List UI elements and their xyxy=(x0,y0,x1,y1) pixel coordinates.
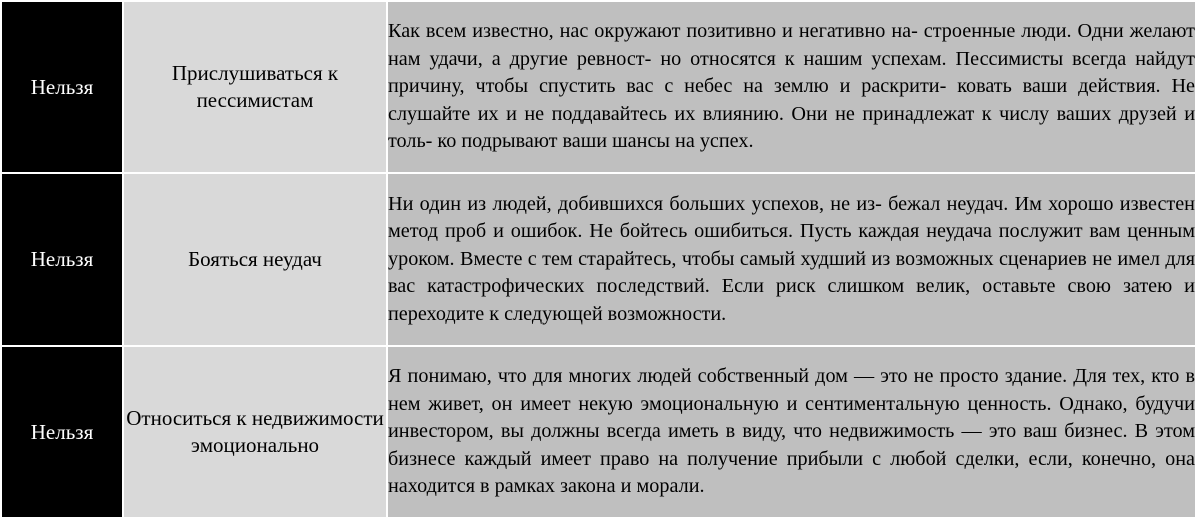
table-row xyxy=(1,346,1196,518)
description-cell: Ни один из людей, добившихся больших успехов, не из- бежал неудач. Им хорошо известен метод проб и ошибок. Не бойтесь ошибиться. Пусть каждая неудача послужит вам ценным уроком. Вместе с тем старайтесь, чтобы самый худший из возможных сценариев не имел для вас катастрофических последствий. Если риск слишком велик, оставьте свою затею и переходите к следующей возможности. xyxy=(387,173,1196,346)
table-row xyxy=(1,173,1196,346)
topic-text: Относиться к недвижимости эмоционально xyxy=(126,406,384,457)
topic-cell xyxy=(123,173,387,346)
verdict-cell: Нельзя xyxy=(1,173,123,346)
topic-cell xyxy=(123,1,387,173)
table-row xyxy=(1,1,1196,173)
topic-text: Бояться неудач xyxy=(188,247,322,271)
topic-text: Прислушиваться к пессимистам xyxy=(171,61,339,112)
verdict-cell: Нельзя xyxy=(1,346,123,518)
description-cell: Я понимаю, что для многих людей собственный дом — это не просто здание. Для тех, кто в нем живет, он имеет некую эмоциональную и сентиментальную ценность. Однако, будучи инвестором, вы должны всегда иметь в виду, что недвижимость — это ваш бизнес. В этом бизнесе каждый имеет право на получение прибыли с любой сделки, если, конечно, она находится в рамках закона и морали. xyxy=(387,346,1196,518)
description-cell: Как всем известно, нас окружают позитивно и негативно на- строенные люди. Одни желают нам удачи, а другие ревност- но относятся к нашим успехам. Пессимисты всегда найдут причину, чтобы спустить вас с небес на землю и раскрити- ковать ваши действия. Не слушайте их и не поддавайтесь их влиянию. Они не принадлежат к числу ваших друзей и толь- ко подрывают ваши шансы на успех. xyxy=(387,1,1196,173)
verdict-cell: Нельзя xyxy=(1,1,123,173)
topic-cell xyxy=(123,346,387,518)
